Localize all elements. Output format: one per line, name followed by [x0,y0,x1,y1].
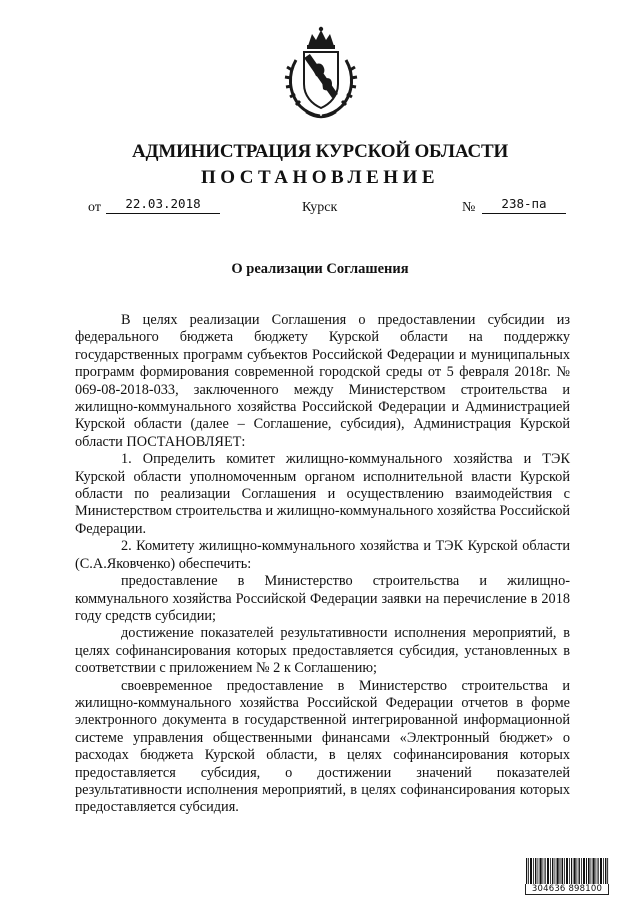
coat-of-arms-icon [282,26,360,122]
document-city: Курск [302,200,338,215]
document-meta-row [0,197,640,219]
document-date: 22.03.2018 [106,197,220,214]
document-number: 238-па [482,197,566,214]
clause-2-item-paragraph: своевременное предоставление в Министерство строительства и жилищно-коммунального хозяйства Российской Федерации отчетов в форме электронного документа в государственной интегрированной информационной системе управления общественными финансами «Электронный бюджет» о расходах бюджета Курской области, в целях софинансирования которых предоставляется субсидия, о достижении значений показателей результативности исполнения мероприятий, в целях софинансирования которых предоставляется субсидия. [75,677,570,816]
document-subject: О реализации Соглашения [231,261,409,277]
number-prefix: № [462,200,476,215]
barcode-number: 304636 898100 [525,884,609,895]
clause-1-paragraph: 1. Определить комитет жилищно-коммунального хозяйства и ТЭК Курской области уполномоченным органом исполнительной власти Курской области по реализации Соглашения и осуществлению взаимодействия с Министерством строительства и жилищно-коммунального хозяйства Российской Федерации. [75,451,570,537]
clause-2-item-paragraph: предоставление в Министерство строительства и жилищно-коммунального хозяйства Российской Федерации заявки на перечисление в 2018 году средств субсидии; [75,573,570,624]
document-type: ПОСТАНОВЛЕНИЕ [200,167,440,188]
preamble-paragraph: В целях реализации Соглашения о предоставлении субсидии из федерального бюджета бюджету Курской области на поддержку государственных программ субъектов Российской Федерации и муниципальных программ формирования современной городской среды от 5 февраля 2018г. № 069-08-2018-033, заключенного между Министерством строительства и жилищно-коммунального хозяйства Российской Федерации и Администрацией Курской области (далее – Соглашение, субсидия), Администрация Курской области ПОСТАНОВЛЯЕТ: [75,312,570,450]
date-prefix: от [88,200,101,215]
barcode-icon [525,858,609,884]
barcode [525,858,609,894]
organization-title: АДМИНИСТРАЦИЯ КУРСКОЙ ОБЛАСТИ [131,141,509,162]
clause-2-item-paragraph: достижение показателей результативности исполнения мероприятий, в целях софинансирования которых предоставляется субсидия, установленных в соответствии с приложением № 2 к Соглашению; [75,625,570,677]
clause-2-paragraph: 2. Комитету жилищно-коммунального хозяйства и ТЭК Курской области (С.А.Яковченко) обеспечить: [75,538,570,572]
document-body [75,312,570,817]
